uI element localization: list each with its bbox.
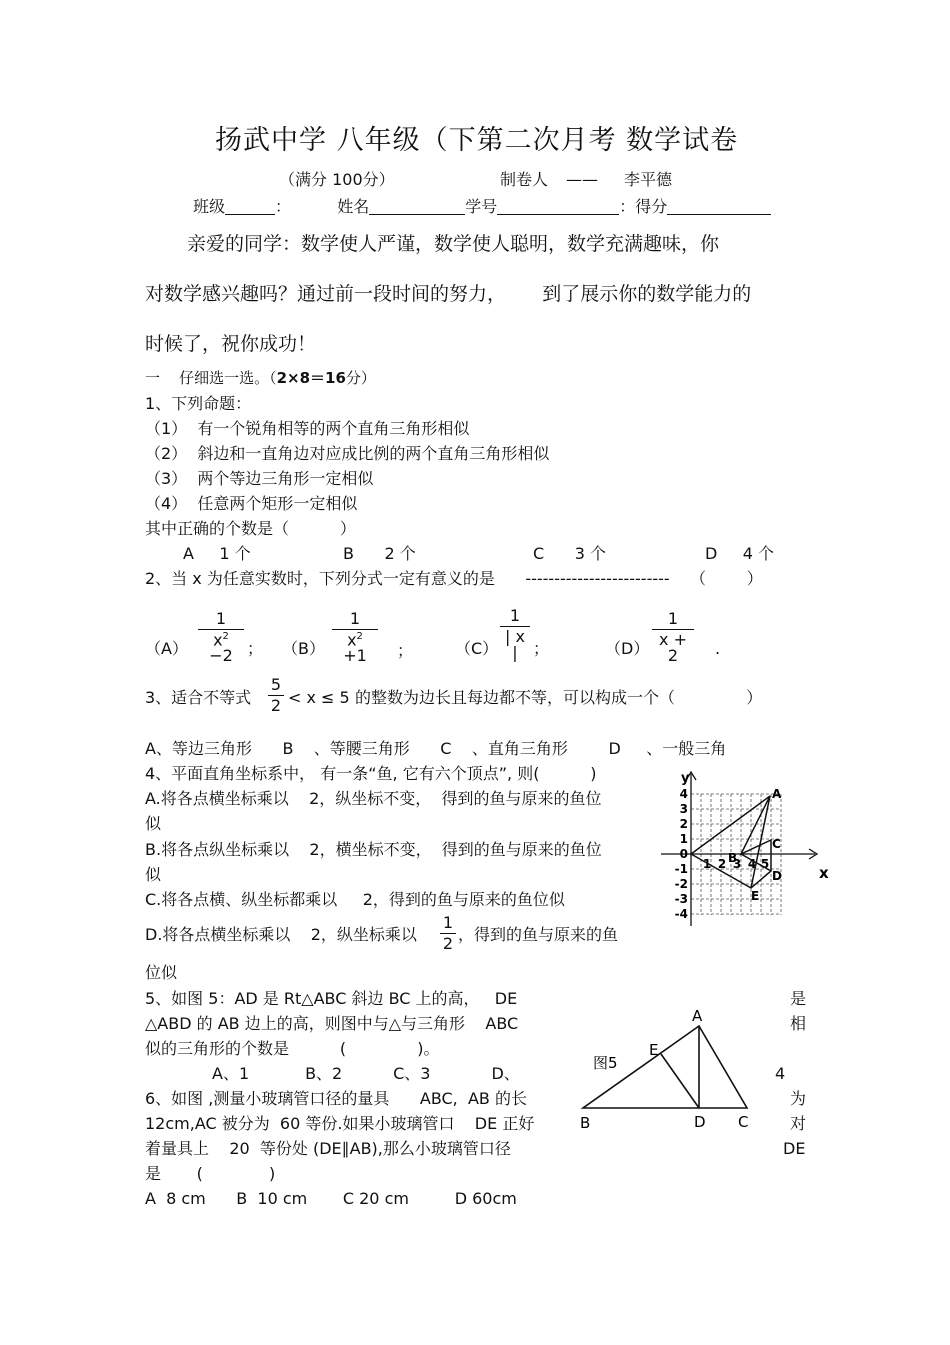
q5-option-d-value: 4 bbox=[775, 1064, 786, 1083]
q1-item-3: （3） 两个等边三角形一定相似 bbox=[145, 469, 374, 488]
triangle-point-b: B bbox=[580, 1114, 591, 1132]
full-score: （满分 100分） bbox=[279, 170, 395, 189]
section-unit: 分） bbox=[345, 369, 376, 387]
q2-option-d-fraction bbox=[652, 611, 694, 664]
q1-ask: 其中正确的个数是（ ） bbox=[145, 519, 356, 538]
q6-line-3-right: DE bbox=[783, 1139, 806, 1158]
q2-c-denominator: | x | bbox=[505, 627, 525, 662]
q2-d-separator: . bbox=[715, 639, 721, 658]
fish-coordinate-figure bbox=[655, 768, 835, 933]
q3-stem-post: 的整数为边长且每边都不等，可以构成一个（ ） bbox=[355, 688, 763, 707]
q5-line-2-right: 相 bbox=[790, 1014, 807, 1033]
q6-line-4: 是 ( ) bbox=[145, 1164, 276, 1183]
x-tick: 4 bbox=[747, 857, 757, 871]
q2-a-den-base: x bbox=[213, 630, 223, 650]
q2-d-denominator: x + 2 bbox=[659, 630, 687, 665]
triangle-point-d: D bbox=[694, 1113, 706, 1131]
triangle-point-e: E bbox=[649, 1041, 659, 1059]
q4-option-d-pre[interactable]: D.将各点横坐标乘以 2，纵坐标乘以 bbox=[145, 925, 417, 944]
intro-line-2: 对数学感兴趣吗？通过前一段时间的努力， 到了展示你的数学能力的 bbox=[145, 283, 752, 305]
y-tick: -4 bbox=[674, 907, 688, 921]
q2-b-den-exp: 2 bbox=[356, 631, 363, 642]
q1-option-b[interactable]: B 2 个 bbox=[343, 544, 416, 563]
q6-line-2: 12cm,AC 被分为 60 等份.如果小玻璃管口 DE 正好 bbox=[145, 1114, 535, 1133]
q3-stem-pre: 3、适合不等式 bbox=[145, 688, 252, 707]
q5-line-1: 5、如图 5：AD 是 Rt△ABC 斜边 BC 上的高， DE bbox=[145, 989, 518, 1008]
y-tick: -1 bbox=[674, 862, 688, 876]
triangle-point-a: A bbox=[692, 1007, 703, 1025]
q1-option-c[interactable]: C 3 个 bbox=[533, 544, 606, 563]
q2-b-den-rest: +1 bbox=[343, 646, 367, 666]
q2-stem: 2、当 x 为任意实数时，下列分式一定有意义的是 ------------------------- （ ） bbox=[145, 569, 763, 588]
y-tick: -3 bbox=[674, 892, 688, 906]
intro-line-1: 亲爱的同学：数学使人严谨，数学使人聪明，数学充满趣味，你 bbox=[187, 233, 720, 255]
q2-option-b-label[interactable]: （B） bbox=[282, 639, 325, 658]
q2-b-separator: ； bbox=[397, 641, 414, 660]
q2-a-den-exp: 2 bbox=[222, 631, 229, 642]
q2-option-a-label[interactable]: （A） bbox=[145, 639, 188, 658]
q2-c-separator: ； bbox=[533, 639, 550, 658]
q3-options: A、等边三角形 B 、等腰三角形 C 、直角三角形 D 、一般三角 bbox=[145, 739, 727, 758]
q4-d-numerator: 1 bbox=[442, 913, 454, 932]
name-label: 姓名 bbox=[337, 197, 370, 216]
q4-option-a-line1[interactable]: A.将各点横坐标乘以 2，纵坐标不变， 得到的鱼与原来的鱼位 bbox=[145, 789, 602, 808]
q3-inequality: < x ≤ 5 bbox=[288, 688, 350, 707]
figure-caption: 图5 bbox=[593, 1054, 618, 1072]
q1-item-2: （2） 斜边和一直角边对应成比例的两个直角三角形相似 bbox=[145, 444, 550, 463]
name-field[interactable] bbox=[369, 197, 465, 215]
q4-option-b-line1[interactable]: B.将各点纵坐标乘以 2，横坐标不变， 得到的鱼与原来的鱼位 bbox=[145, 840, 602, 859]
q4-option-b-line2: 似 bbox=[145, 865, 162, 884]
score-label: 得分 bbox=[635, 197, 668, 216]
y-tick: 2 bbox=[679, 817, 688, 831]
q2-option-c-fraction bbox=[500, 608, 530, 661]
q4-option-d-line2: 位似 bbox=[145, 963, 178, 982]
y-tick: 0 bbox=[679, 847, 688, 861]
x-tick: 2 bbox=[717, 857, 727, 871]
q5-options: A、1 B、2 C、3 D、 bbox=[212, 1064, 520, 1083]
author-dash: —— bbox=[566, 170, 598, 189]
y-tick: 1 bbox=[679, 832, 688, 846]
section-heading-text: 一 仔细选一选。（ bbox=[145, 369, 277, 387]
x-tick: 1 bbox=[702, 857, 712, 871]
q2-option-d-label[interactable]: （D） bbox=[605, 639, 650, 658]
intro-line-3: 时候了，祝你成功！ bbox=[145, 333, 317, 355]
q1-item-4: （4） 任意两个矩形一定相似 bbox=[145, 494, 358, 513]
student-no-label: 学号 bbox=[465, 197, 498, 216]
q5-line-2: △ABD 的 AB 边上的高，则图中与△与三角形 ABC bbox=[145, 1014, 519, 1033]
q6-line-1-right: 为 bbox=[790, 1089, 807, 1108]
q5-line-3: 似的三角形的个数是 ( )。 bbox=[145, 1039, 440, 1058]
y-tick: 3 bbox=[679, 802, 688, 816]
q2-a-separator: ； bbox=[247, 639, 264, 658]
q2-option-a-fraction bbox=[198, 611, 244, 664]
q6-line-3: 着量具上 20 等份处 (DE∥AB),那么小玻璃管口径 bbox=[145, 1139, 511, 1158]
page-title: 扬武中学 八年级（下第二次月考 数学试卷 bbox=[215, 125, 739, 156]
author-name: 李平德 bbox=[624, 170, 673, 189]
fish-point-c: C bbox=[772, 837, 781, 851]
q2-c-numerator: 1 bbox=[509, 606, 521, 625]
section-heading bbox=[145, 371, 376, 386]
x-tick: 5 bbox=[760, 857, 770, 871]
fish-point-d: D bbox=[772, 869, 782, 883]
author-label: 制卷人 bbox=[500, 170, 549, 189]
q4-d-denominator: 2 bbox=[442, 934, 454, 953]
section-points: 2×8＝16 bbox=[276, 369, 346, 387]
x-axis-label: x bbox=[819, 864, 829, 882]
q4-stem: 4、平面直角坐标系中， 有一条“鱼, 它有六个顶点”, 则( ) bbox=[145, 764, 597, 783]
q6-options: A 8 cm B 10 cm C 20 cm D 60cm bbox=[145, 1189, 517, 1208]
triangle-figure bbox=[575, 1000, 775, 1140]
fish-point-b: B bbox=[728, 851, 738, 865]
fish-point-a: A bbox=[772, 787, 782, 801]
q3-numerator: 5 bbox=[270, 675, 282, 694]
q2-a-numerator: 1 bbox=[215, 609, 227, 628]
q4-d-fraction bbox=[440, 915, 456, 952]
q2-option-c-label[interactable]: （C） bbox=[455, 639, 499, 658]
y-axis-label: y bbox=[681, 771, 690, 786]
q2-a-den-rest: −2 bbox=[209, 646, 233, 666]
q2-option-b-fraction bbox=[332, 611, 378, 664]
score-field[interactable] bbox=[667, 197, 771, 215]
q1-option-d[interactable]: D 4 个 bbox=[705, 544, 775, 563]
q4-option-c[interactable]: C.将各点横、纵坐标都乘以 2，得到的鱼与原来的鱼位似 bbox=[145, 890, 565, 909]
x-tick: 3 bbox=[732, 857, 742, 871]
q2-b-den-base: x bbox=[347, 630, 357, 650]
q3-fraction bbox=[268, 677, 284, 714]
q2-b-numerator: 1 bbox=[349, 609, 361, 628]
q4-option-a-line2: 似 bbox=[145, 814, 162, 833]
q5-line-1-right: 是 bbox=[790, 989, 807, 1008]
q1-stem: 1、下列命题： bbox=[145, 394, 252, 413]
q4-option-d-post: ，得到的鱼与原来的鱼 bbox=[458, 925, 619, 944]
q1-option-a[interactable]: A 1 个 bbox=[183, 544, 251, 563]
triangle-point-c: C bbox=[738, 1113, 749, 1131]
q3-denominator: 2 bbox=[270, 696, 282, 715]
fish-point-e: E bbox=[751, 889, 760, 903]
q6-line-1: 6、如图 ,测量小玻璃管口径的量具 ABC, AB 的长 bbox=[145, 1089, 527, 1108]
class-field[interactable] bbox=[225, 197, 275, 215]
q2-a-denominator bbox=[198, 632, 244, 664]
student-info-row: 班级 ： 姓名 学号 ：得分 bbox=[193, 197, 771, 215]
student-no-field[interactable] bbox=[497, 197, 619, 215]
q2-d-numerator: 1 bbox=[667, 609, 679, 628]
q1-item-1: （1） 有一个锐角相等的两个直角三角形相似 bbox=[145, 419, 470, 438]
q2-b-denominator bbox=[332, 632, 378, 664]
y-tick: -2 bbox=[674, 877, 688, 891]
q6-line-2-right: 对 bbox=[790, 1114, 807, 1133]
y-tick: 4 bbox=[679, 787, 688, 801]
class-label: 班级 bbox=[193, 197, 226, 216]
